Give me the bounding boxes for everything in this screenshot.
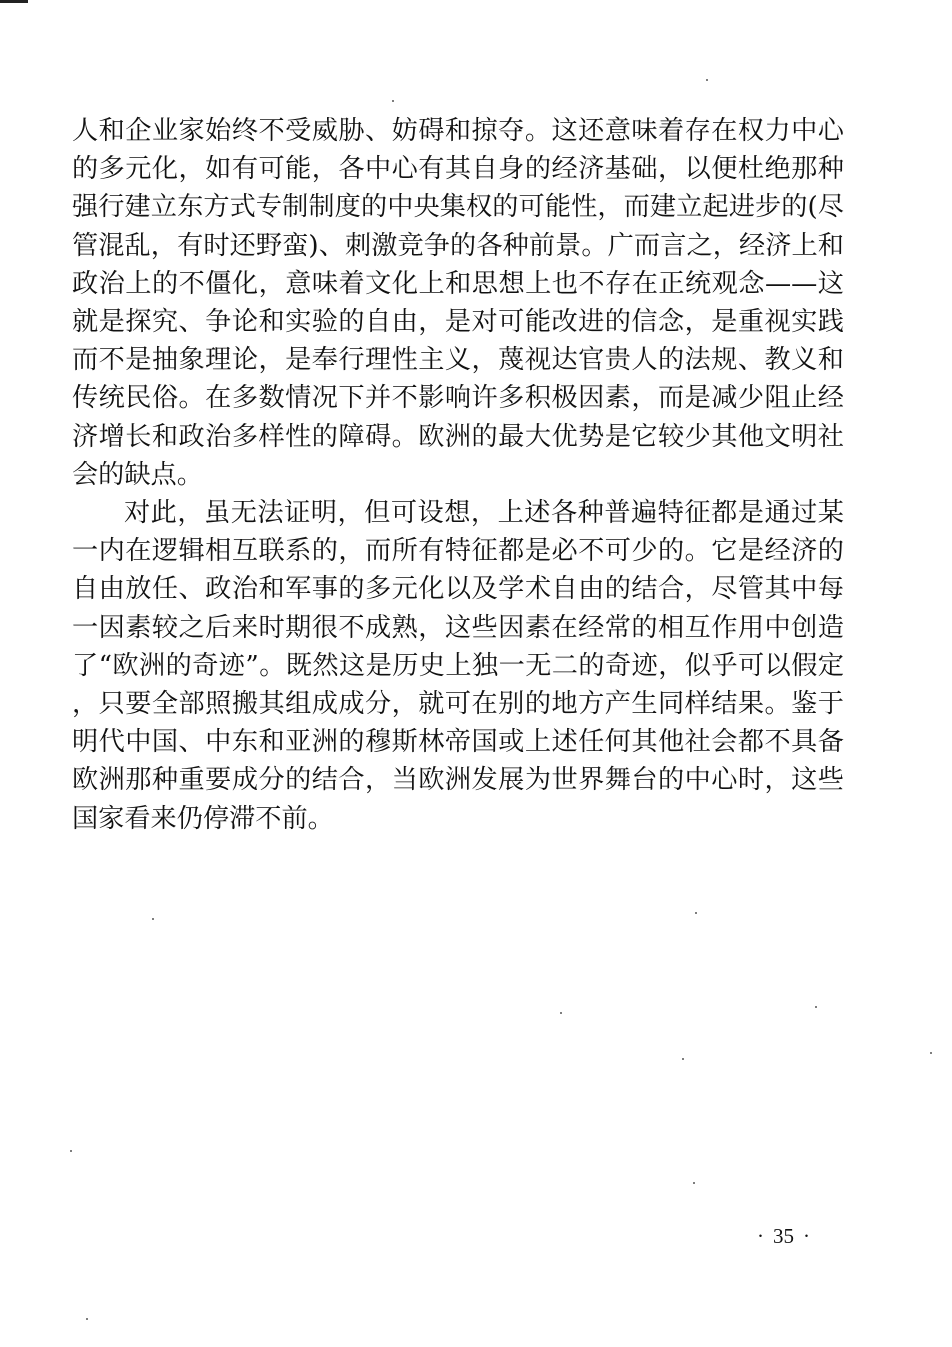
page-number-footer [748,1222,819,1250]
page-body [72,112,844,838]
page-number-right-dot: · [803,1224,810,1248]
scan-speck [86,1318,88,1320]
scan-speck [392,100,394,102]
scan-speck [930,1052,932,1054]
scan-speck [695,912,697,914]
scan-speck [693,1182,695,1184]
scan-speck [152,918,154,920]
paragraph-2: 对此，虽无法证明，但可设想，上述各种普遍特征都是通过某一内在逻辑相互联系的，而所有特征都是必不可少的。它是经济的自由放任、政治和军事的多元化以及学术自由的结合，尽管其中每一因素较之后来时期很不成熟，这些因素在经常的相互作用中创造了“欧洲的奇迹”。既然这是历史上独一无二的奇迹，似乎可以假定，只要全部照搬其组成成分，就可在别的地方产生同样结果。鉴于明代中国、中东和亚洲的穆斯林帝国或上述任何其他社会都不具备欧洲那种重要成分的结合，当欧洲发展为世界舞台的中心时，这些国家看来仍停滞不前。 [72,498,844,834]
paragraph-1: 人和企业家始终不受威胁、妨碍和掠夺。这还意味着存在权力中心的多元化，如有可能，各中心有其自身的经济基础，以便杜绝那种强行建立东方式专制制度的中央集权的可能性，而建立起进步的(尽管混乱，有时还野蛮)、刺激竞争的各种前景。广而言之，经济上和政治上的不僵化，意味着文化上和思想上也不存在正统观念——这就是探究、争论和实验的自由，是对可能改进的信念，是重视实践而不是抽象理论，是奉行理性主义，蔑视达官贵人的法规、教义和传统民俗。在多数情况下并不影响许多积极因素，而是减少阻止经济增长和政治多样性的障碍。欧洲的最大优势是它较少其他文明社会的缺点。 [72,116,844,490]
scan-speck [815,1006,817,1008]
scan-speck [560,1012,562,1014]
scan-speck [70,1150,72,1152]
page-number-left-dot: · [757,1224,764,1248]
scan-speck [682,1058,684,1060]
scan-speck [706,79,708,81]
scan-top-rule [0,0,28,3]
page-number: 35 [773,1224,794,1248]
